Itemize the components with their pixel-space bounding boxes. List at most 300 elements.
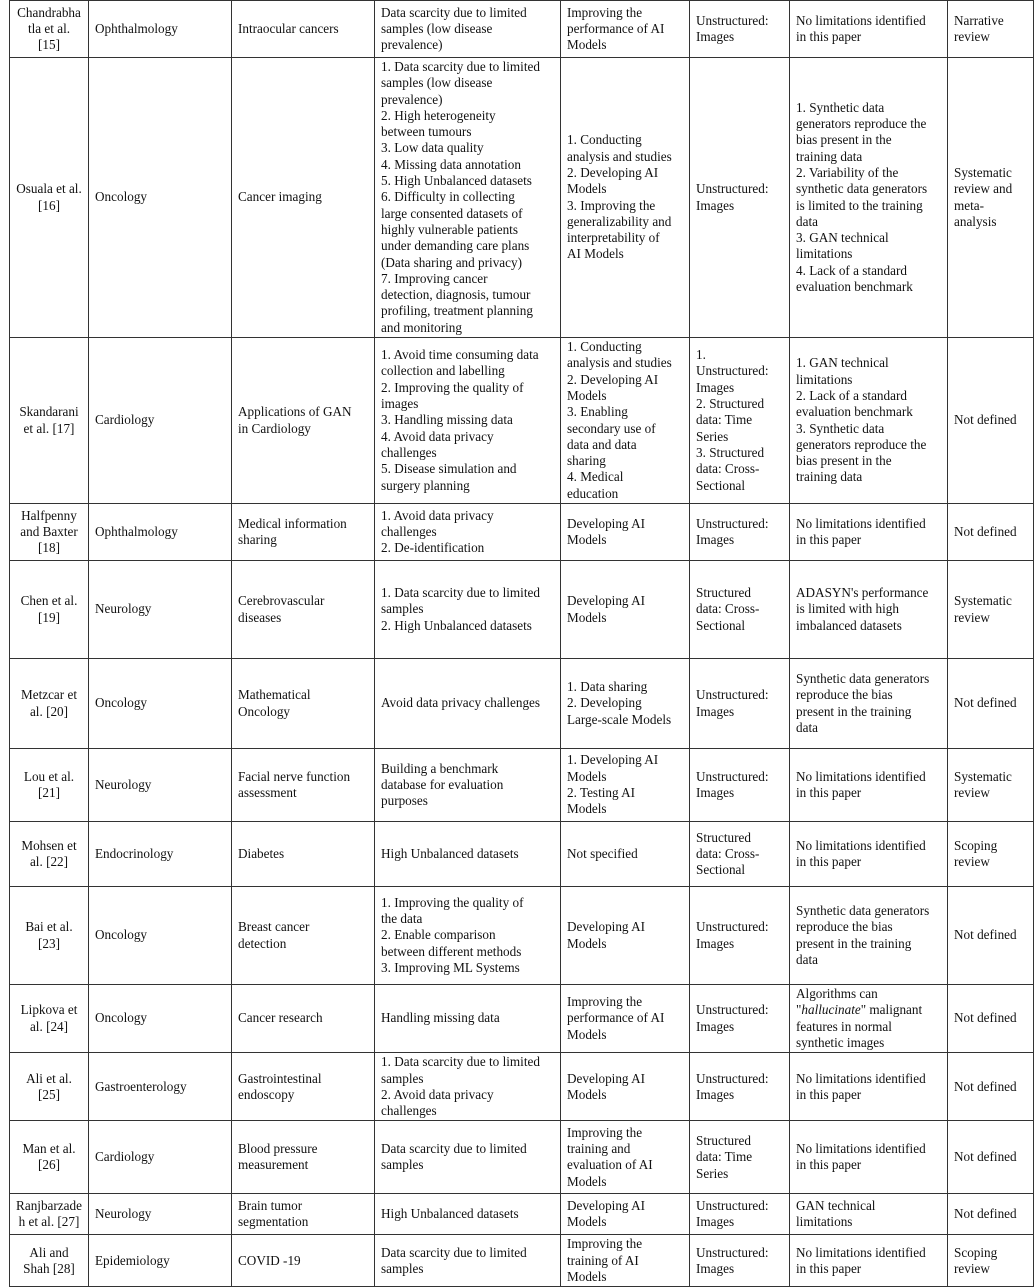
review-type-cell [948, 1194, 1034, 1235]
cell-line: in this paper [796, 29, 862, 44]
ref-cell [10, 561, 89, 659]
limitations-cell [790, 1194, 948, 1235]
cell-line: Systematic [954, 164, 1012, 180]
topic-cell [232, 822, 375, 887]
cell-line: Improving the [567, 4, 643, 20]
topic-cell [232, 659, 375, 749]
field-cell [89, 1053, 232, 1121]
cell-line: Facial nerve function [238, 768, 351, 784]
cell-line: and monitoring [381, 319, 462, 335]
cell-line: data [796, 213, 818, 229]
review-type-cell [948, 1053, 1034, 1121]
cell-line: Neurology [95, 776, 152, 792]
cell-line: Cardiology [95, 1149, 155, 1165]
cell-line: Cancer imaging [238, 189, 322, 205]
cell-line: Images [696, 935, 735, 951]
cell-line: Data scarcity due to limited [381, 1244, 527, 1260]
table-row [10, 338, 1034, 504]
cell-line: Ranjbarzade [16, 1198, 82, 1214]
cell-line: 2. Developing AI [567, 164, 659, 180]
cell-line: Models [567, 935, 607, 951]
table-row [10, 749, 1034, 822]
cell-line: 2. Enable comparison [381, 927, 496, 943]
cell-line: Synthetic data generators [796, 902, 930, 918]
ref-cell [10, 659, 89, 749]
cell-line: Models [567, 1173, 607, 1189]
cell-line: is limited with high [796, 601, 899, 617]
cell-line: Structured [696, 829, 751, 845]
field-cell [89, 659, 232, 749]
cell-line: Narrative [954, 12, 1004, 28]
cell-line: imbalanced datasets [796, 617, 902, 633]
cell-line: 2. Lack of a standard [796, 387, 907, 403]
cell-line: Images [696, 785, 735, 801]
cell-line: [15] [38, 37, 60, 53]
cell-line: No limitations identified [796, 837, 926, 853]
field-cell [89, 749, 232, 822]
cell-line: 2. Developing AI [567, 371, 659, 387]
cell-line: 6. Difficulty in collecting [381, 189, 515, 205]
ref-cell [10, 1194, 89, 1235]
cell-line: 3. Synthetic data [796, 420, 885, 436]
table-row [10, 822, 1034, 887]
cell-line: Sectional [696, 862, 746, 878]
cell-line: training data [796, 469, 863, 485]
cell-line: 1. Data scarcity due to limited [381, 585, 540, 601]
cell-line: Models [567, 181, 607, 197]
cell-line: 1. [696, 347, 706, 363]
motivation-cell [375, 504, 561, 561]
cell-line: Systematic [954, 593, 1012, 609]
cell-line: 4. Missing data annotation [381, 156, 521, 172]
cell-line: Unstructured: [696, 181, 769, 197]
cell-line: 1. Avoid time consuming data [381, 347, 539, 363]
cell-line: ADASYN's performance [796, 585, 929, 601]
field-cell [89, 561, 232, 659]
cell-line: 3. Improving ML Systems [381, 959, 520, 975]
topic-cell [232, 887, 375, 985]
cell-line: Lou et al. [23, 768, 75, 784]
cell-line: Shah [28] [23, 1260, 75, 1276]
cell-line: between tumours [381, 124, 472, 140]
topic-cell [232, 58, 375, 338]
data-type-cell [690, 822, 790, 887]
ref-cell [10, 1121, 89, 1194]
cell-line: Metzcar et [20, 687, 77, 703]
cell-line: 3. Handling missing data [381, 412, 513, 428]
motivation-cell [375, 1194, 561, 1235]
cell-line: Developing AI [567, 919, 646, 935]
cell-line: COVID -19 [238, 1252, 301, 1268]
cell-line: Building a benchmark [381, 760, 499, 776]
motivation-cell [375, 1053, 561, 1121]
cell-line: Models [567, 1214, 607, 1230]
review-type-cell [948, 985, 1034, 1053]
cell-line: in this paper [796, 532, 862, 548]
cell-line: samples [381, 601, 424, 617]
cell-line: Unstructured: [696, 12, 769, 28]
cell-line: reproduce the bias [796, 687, 893, 703]
cell-line: 1. Data scarcity due to limited [381, 59, 540, 74]
topic-cell [232, 1194, 375, 1235]
ref-cell [10, 887, 89, 985]
cell-line: Halfpenny [21, 507, 77, 523]
cell-line: Breast cancer [238, 919, 310, 935]
purpose-cell [561, 1, 690, 58]
literature-table [9, 0, 1034, 1287]
ref-cell [10, 504, 89, 561]
cell-line: data: Cross- [696, 845, 760, 861]
cell-line: challenges [381, 1103, 437, 1119]
cell-line: review [954, 1260, 990, 1276]
limitations-cell [790, 338, 948, 504]
cell-line: samples (low disease [381, 75, 493, 91]
purpose-cell [561, 1235, 690, 1287]
cell-line: [19] [38, 609, 60, 625]
cell-line: Oncology [95, 189, 148, 205]
table-row [10, 1194, 1034, 1235]
motivation-cell [375, 1, 561, 58]
cell-line: Cerebrovascular [238, 593, 325, 609]
cell-line: Models [567, 1086, 607, 1102]
purpose-cell [561, 1121, 690, 1194]
cell-line: 2. Structured [696, 396, 765, 412]
purpose-cell [561, 1053, 690, 1121]
cell-line: Not defined [954, 523, 1017, 539]
cell-line: 4. Lack of a standard [796, 262, 907, 278]
cell-line: data [796, 719, 818, 735]
limitations-cell [790, 561, 948, 659]
cell-line: [21] [38, 785, 60, 801]
cell-line: Unstructured: [696, 687, 769, 703]
purpose-cell [561, 338, 690, 504]
cell-line: 7. Improving cancer [381, 270, 488, 286]
field-cell [89, 338, 232, 504]
field-cell [89, 1235, 232, 1287]
cell-line: limitations [796, 246, 853, 262]
cell-line: 3. Enabling [567, 404, 628, 420]
topic-cell [232, 1121, 375, 1194]
cell-line: Unstructured: [696, 919, 769, 935]
cell-line: Scoping [954, 837, 998, 853]
cell-line: Developing AI [567, 593, 646, 609]
cell-line: 5. Disease simulation and [381, 461, 517, 477]
field-cell [89, 58, 232, 338]
cell-line: interpretability of [567, 230, 660, 246]
cell-line: evaluation of AI [567, 1157, 653, 1173]
cell-line: Models [567, 801, 607, 817]
topic-cell [232, 985, 375, 1053]
cell-line: reproduce the bias [796, 919, 893, 935]
topic-cell [232, 1235, 375, 1287]
cell-line: analysis and studies [567, 148, 672, 164]
limitations-cell [790, 504, 948, 561]
cell-line: database for evaluation [381, 776, 504, 792]
cell-line: al. [20] [29, 703, 69, 719]
cell-line: Brain tumor [238, 1198, 303, 1214]
cell-line: et al. [17] [23, 420, 75, 436]
cell-line: limitations [796, 1214, 853, 1230]
cell-line: High Unbalanced datasets [381, 1206, 519, 1222]
cell-line: Structured [696, 1132, 751, 1148]
cell-line: prevalence) [381, 91, 443, 107]
cell-line: Data scarcity due to limited [381, 4, 527, 20]
purpose-cell [561, 985, 690, 1053]
cell-line: Sectional [696, 477, 746, 493]
ref-cell [10, 822, 89, 887]
cell-line: present in the training [796, 703, 912, 719]
cell-line: Improving the [567, 1124, 643, 1140]
cell-line: 3. Low data quality [381, 140, 484, 156]
cell-line: Unstructured: [696, 768, 769, 784]
table-row [10, 887, 1034, 985]
cell-line: Images [696, 197, 735, 213]
table-body [10, 1, 1034, 1287]
ref-cell [10, 338, 89, 504]
motivation-cell [375, 659, 561, 749]
cell-line: profiling, treatment planning [381, 303, 533, 319]
cell-line: Models [567, 609, 607, 625]
purpose-cell [561, 561, 690, 659]
cell-line: No limitations identified [796, 1244, 926, 1260]
cell-line: bias present in the [796, 132, 892, 148]
cell-line: measurement [238, 1157, 309, 1173]
cell-line: Images [696, 1260, 735, 1276]
cell-line: Not defined [954, 695, 1017, 711]
cell-line: Models [567, 37, 607, 53]
cell-line: 2. Improving the quality of [381, 379, 524, 395]
field-cell [89, 1, 232, 58]
cell-line: generators reproduce the [796, 436, 927, 452]
cell-line: between different methods [381, 943, 522, 959]
cell-line: surgery planning [381, 477, 470, 493]
cell-line: Epidemiology [95, 1252, 170, 1268]
cell-line: Diabetes [238, 845, 285, 861]
cell-line: in this paper [796, 1086, 862, 1102]
cell-line: Cardiology [95, 412, 155, 428]
field-cell [89, 504, 232, 561]
cell-line: Algorithms can [796, 986, 878, 1002]
motivation-cell [375, 985, 561, 1053]
cell-line: Applications of GAN [238, 404, 352, 420]
field-cell [89, 887, 232, 985]
field-cell [89, 822, 232, 887]
cell-line: Images [696, 379, 735, 395]
cell-line: images [381, 396, 419, 412]
cell-line: Images [696, 1214, 735, 1230]
cell-line: Developing AI [567, 515, 646, 531]
cell-line: performance of AI [567, 1010, 665, 1026]
table-row [10, 561, 1034, 659]
data-type-cell [690, 504, 790, 561]
cell-line: 1. Data sharing [567, 679, 648, 695]
cell-line: data [796, 951, 818, 967]
cell-line: diseases [238, 609, 282, 625]
motivation-cell [375, 1121, 561, 1194]
cell-line: highly vulnerable patients [381, 221, 518, 237]
cell-line: Not defined [954, 1010, 1017, 1026]
cell-line: Models [567, 1268, 607, 1284]
cell-line: performance of AI [567, 20, 665, 36]
cell-line: Unstructured: [696, 515, 769, 531]
cell-line: 3. Improving the [567, 197, 656, 213]
cell-line: data: Cross- [696, 461, 760, 477]
data-type-cell [690, 749, 790, 822]
review-type-cell [948, 1, 1034, 58]
limitations-cell [790, 822, 948, 887]
ref-cell [10, 749, 89, 822]
purpose-cell [561, 1194, 690, 1235]
cell-line: Images [696, 1086, 735, 1102]
cell-line: 1. Improving the quality of [381, 894, 524, 910]
data-type-cell [690, 659, 790, 749]
cell-line: challenges [381, 523, 437, 539]
cell-line: samples [381, 1260, 424, 1276]
cell-line: 5. High Unbalanced datasets [381, 173, 532, 189]
cell-line: Unstructured: [696, 1002, 769, 1018]
motivation-cell [375, 1235, 561, 1287]
cell-line: Oncology [95, 1010, 148, 1026]
cell-line: Images [696, 29, 735, 44]
cell-line: data and data [567, 436, 637, 452]
cell-line: in this paper [796, 1260, 862, 1276]
cell-line: High Unbalanced datasets [381, 845, 519, 861]
cell-line: AI Models [567, 246, 624, 262]
limitations-cell [790, 887, 948, 985]
data-type-cell [690, 1121, 790, 1194]
review-type-cell [948, 887, 1034, 985]
cell-line: 1. Avoid data privacy [381, 507, 494, 523]
data-type-cell [690, 338, 790, 504]
cell-line: GAN technical [796, 1198, 876, 1214]
cell-line: evaluation benchmark [796, 404, 913, 420]
cell-line: 1. GAN technical [796, 355, 889, 371]
table-row [10, 1053, 1034, 1121]
cell-line: 2. High Unbalanced datasets [381, 617, 532, 633]
cell-line: collection and labelling [381, 363, 505, 379]
cell-line: samples [381, 1157, 424, 1173]
data-type-cell [690, 985, 790, 1053]
cell-line: synthetic images [796, 1034, 885, 1050]
cell-line: Sectional [696, 617, 746, 633]
cell-line: large consented datasets of [381, 205, 523, 221]
cell-line: Images [696, 532, 735, 548]
cell-line: Series [696, 1165, 729, 1181]
topic-cell [232, 504, 375, 561]
ref-cell [10, 985, 89, 1053]
cell-line: present in the training [796, 935, 912, 951]
review-type-cell [948, 659, 1034, 749]
cell-line: [23] [38, 935, 60, 951]
cell-line: "hallucinate" malignant [796, 1002, 923, 1018]
limitations-cell [790, 749, 948, 822]
cell-line: tla et al. [27, 20, 71, 36]
cell-line: Man et al. [22, 1141, 76, 1157]
cell-line: (Data sharing and privacy) [381, 254, 522, 270]
cell-line: 3. GAN technical [796, 230, 889, 246]
cell-line: 4. Avoid data privacy [381, 428, 494, 444]
motivation-cell [375, 749, 561, 822]
cell-line: under demanding care plans [381, 238, 530, 254]
topic-cell [232, 749, 375, 822]
cell-line: assessment [238, 785, 297, 801]
cell-line: Not defined [954, 1206, 1017, 1222]
cell-line: Chandrabha [17, 4, 81, 20]
table-row [10, 1121, 1034, 1194]
cell-line: al. [22] [29, 854, 69, 870]
table-row [10, 58, 1034, 338]
cell-line: Lipkova et [20, 1002, 78, 1018]
cell-line: 1. Synthetic data [796, 99, 885, 115]
topic-cell [232, 1, 375, 58]
cell-line: analysis and studies [567, 355, 672, 371]
cell-line: endoscopy [238, 1086, 295, 1102]
review-type-cell [948, 1235, 1034, 1287]
review-type-cell [948, 561, 1034, 659]
topic-cell [232, 338, 375, 504]
topic-cell [232, 561, 375, 659]
data-type-cell [690, 58, 790, 338]
cell-line: and Baxter [20, 523, 78, 539]
cell-line: Images [696, 1018, 735, 1034]
emphasis-text: hallucinate [801, 1002, 861, 1018]
cell-line: Medical information [238, 515, 347, 531]
cell-line: is limited to the training [796, 197, 923, 213]
cell-line: samples (low disease [381, 20, 493, 36]
cell-line: No limitations identified [796, 1070, 926, 1086]
review-type-cell [948, 749, 1034, 822]
cell-line: Neurology [95, 601, 152, 617]
data-type-cell [690, 1, 790, 58]
cell-line: Avoid data privacy challenges [381, 695, 541, 711]
cell-line: 2. High heterogeneity [381, 107, 496, 123]
ref-cell [10, 1, 89, 58]
cell-line: data: Cross- [696, 601, 760, 617]
cell-line: generators reproduce the [796, 116, 927, 132]
cell-line: Developing AI [567, 1198, 646, 1214]
cell-line: Models [567, 387, 607, 403]
motivation-cell [375, 338, 561, 504]
limitations-cell [790, 58, 948, 338]
cell-line: [26] [38, 1157, 60, 1173]
cell-line: purposes [381, 793, 428, 809]
cell-line: Scoping [954, 1244, 998, 1260]
cell-line: Unstructured: [696, 1198, 769, 1214]
topic-cell [232, 1053, 375, 1121]
motivation-cell [375, 561, 561, 659]
limitations-cell [790, 1053, 948, 1121]
cell-line: in this paper [796, 854, 862, 870]
cell-line: Ophthalmology [95, 20, 178, 36]
cell-line: h et al. [27] [18, 1214, 80, 1230]
cell-line: training data [796, 148, 863, 164]
cell-line: review [954, 785, 990, 801]
table-row [10, 985, 1034, 1053]
cell-line: No limitations identified [796, 515, 926, 531]
field-cell [89, 1194, 232, 1235]
cell-line: Unstructured: [696, 1244, 769, 1260]
cell-line: in this paper [796, 1157, 862, 1173]
data-type-cell [690, 1053, 790, 1121]
cell-line: Not defined [954, 412, 1017, 428]
cell-line: Osuala et al. [16, 181, 82, 197]
cell-line: detection, diagnosis, tumour [381, 287, 531, 303]
cell-line: Gastroenterology [95, 1078, 187, 1094]
cell-line: al. [24] [29, 1018, 69, 1034]
cell-line: Ali and [29, 1244, 69, 1260]
cell-line: detection [238, 935, 287, 951]
cell-line: Intraocular cancers [238, 20, 339, 36]
